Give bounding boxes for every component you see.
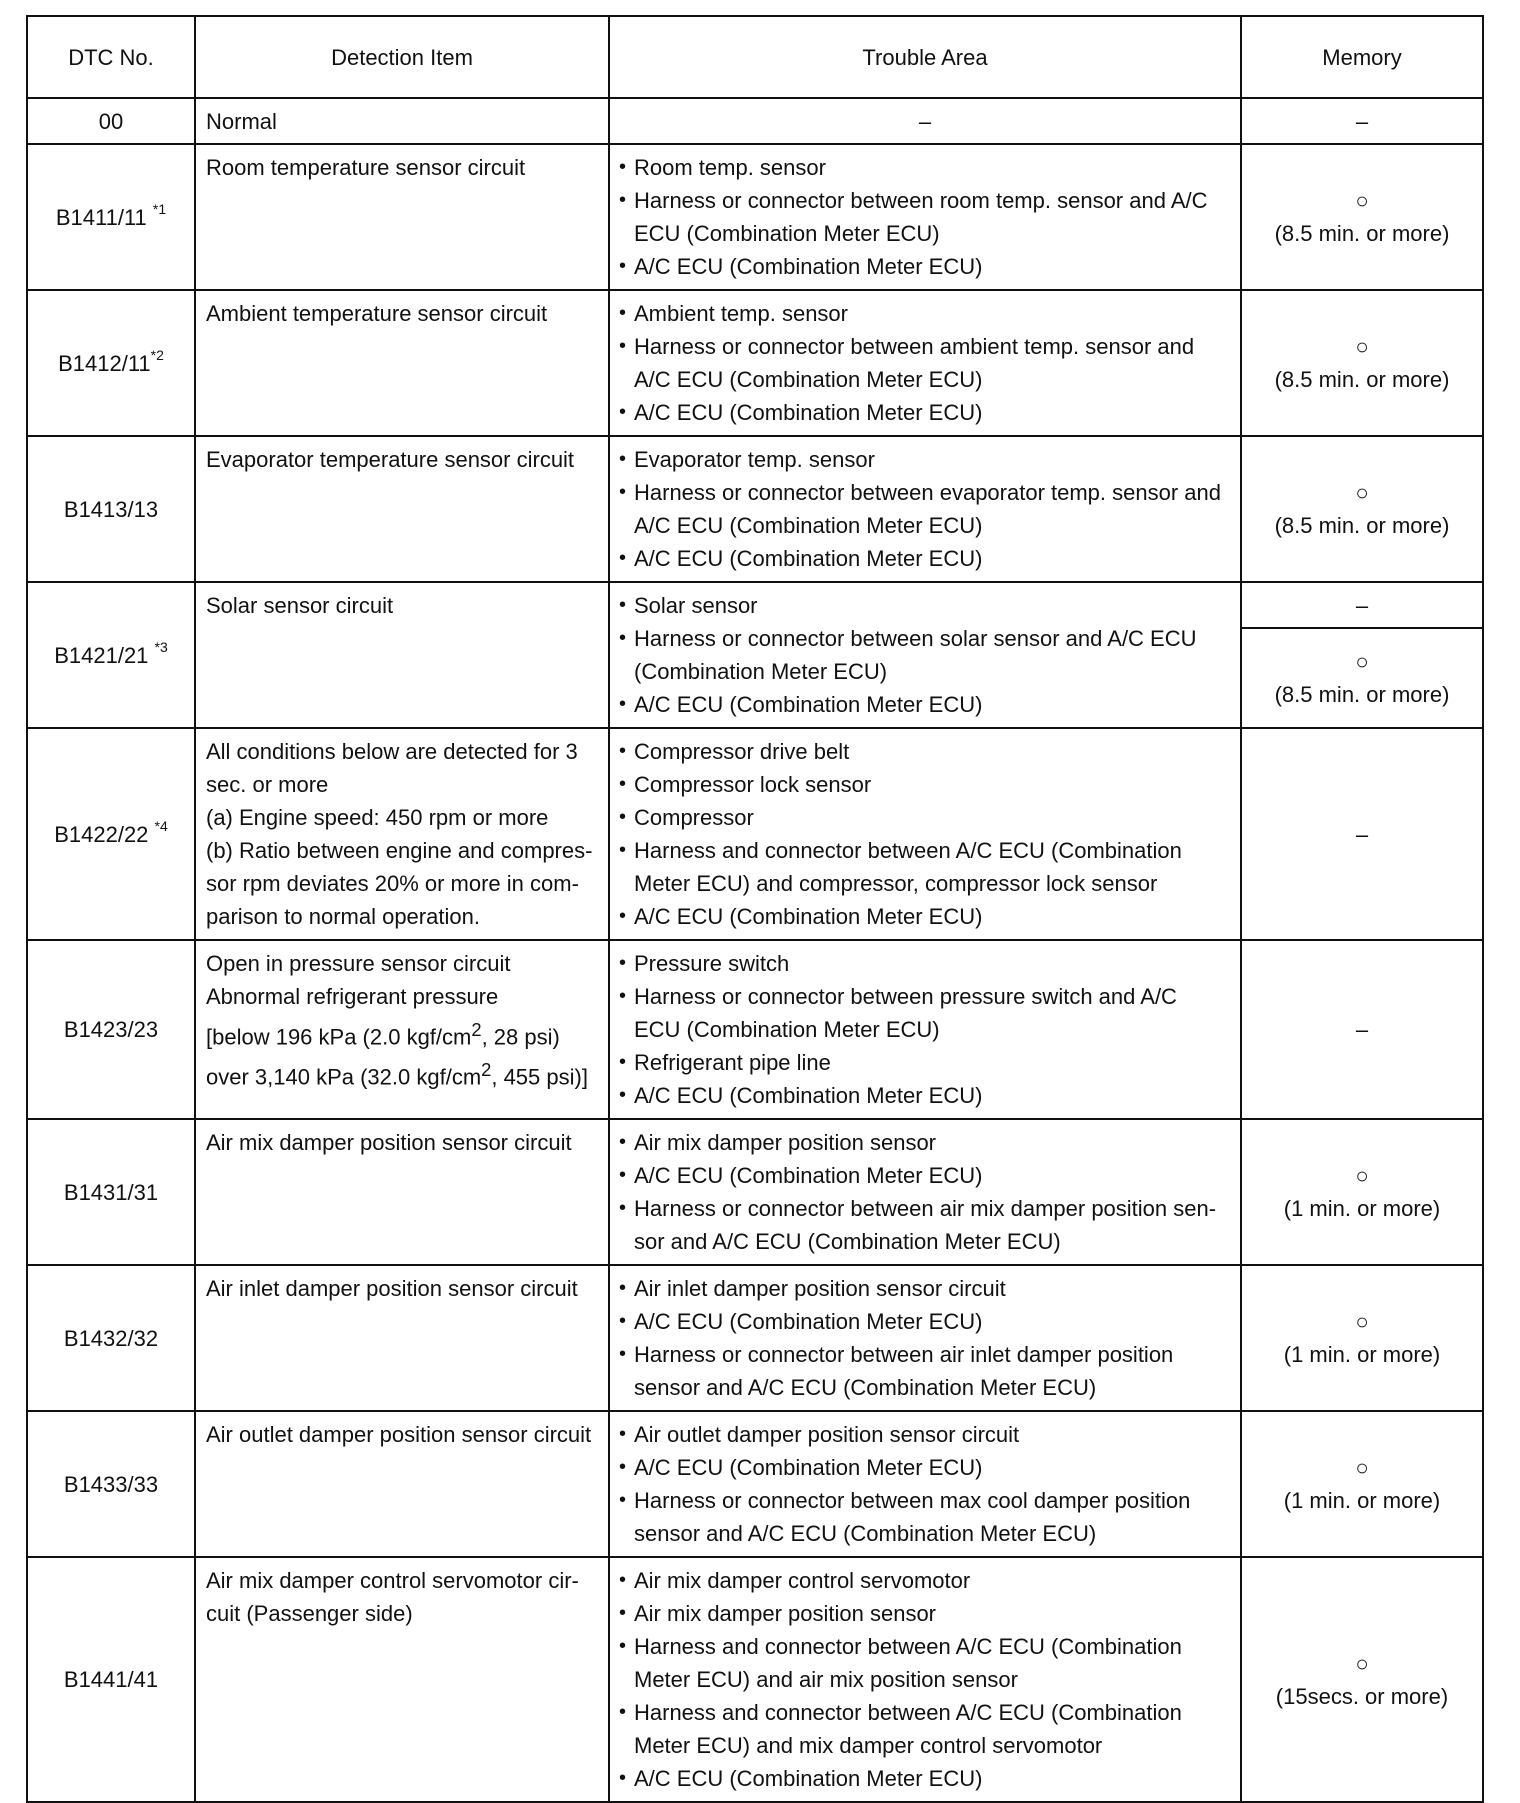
header-dtc-no: DTC No. [27, 16, 195, 98]
table-row [27, 1557, 1483, 1802]
trouble-line: Harness or connector between air inlet damper position [634, 1342, 1174, 1367]
dtc-code-cell [27, 436, 195, 582]
trouble-item [618, 1564, 1232, 1597]
superscript: 2 [481, 1059, 492, 1081]
memory-circle-icon: ○ [1355, 1309, 1369, 1334]
trouble-cell [609, 1119, 1241, 1265]
trouble-cell [609, 290, 1241, 436]
dtc-code: B1422/22 [54, 821, 149, 847]
trouble-line: Meter ECU) and air mix position sensor [634, 1667, 1018, 1692]
table-row [27, 98, 1483, 144]
dtc-code-cell [27, 144, 195, 290]
memory-circle-icon: ○ [1355, 480, 1369, 505]
trouble-line: Harness or connector between evaporator temp. sensor and [634, 480, 1221, 505]
trouble-line: Air outlet damper position sensor circuit [634, 1422, 1020, 1447]
memory-duration: (1 min. or more) [1283, 1196, 1441, 1221]
footnote-ref: *4 [154, 818, 168, 835]
trouble-item [618, 1597, 1232, 1630]
detection-cell [195, 1411, 609, 1557]
trouble-line: Pressure switch [634, 951, 790, 976]
trouble-line: Harness or connector between solar sensor and A/C ECU [634, 626, 1197, 651]
trouble-cell [609, 1557, 1241, 1802]
memory-circle-icon: ○ [1355, 1650, 1369, 1676]
dtc-code: B1441/41 [63, 1667, 159, 1692]
memory-circle-icon: ○ [1355, 188, 1369, 213]
dtc-code: B1411/11 [55, 204, 147, 230]
detection-cell [195, 1265, 609, 1411]
trouble-item [618, 589, 1232, 622]
trouble-line: Harness and connector between A/C ECU (Combination [634, 1634, 1182, 1659]
trouble-line: A/C ECU (Combination Meter ECU) [634, 1455, 983, 1480]
dtc-code: B1423/23 [63, 1017, 159, 1042]
trouble-line: A/C ECU (Combination Meter ECU) [634, 400, 983, 425]
detection-line: Evaporator temperature sensor circuit [206, 447, 575, 472]
detection-line: Normal [206, 108, 277, 134]
detection-line: Open in pressure sensor circuit [206, 951, 511, 976]
dtc-code-cell [27, 98, 195, 144]
header-memory: Memory [1241, 16, 1483, 98]
memory-circle-icon: ○ [1355, 334, 1369, 359]
memory-cell [1241, 628, 1483, 728]
detection-line: Solar sensor circuit [206, 593, 394, 618]
trouble-line: A/C ECU (Combination Meter ECU) [634, 1163, 983, 1188]
memory-cell [1241, 144, 1483, 290]
trouble-line: ECU (Combination Meter ECU) [634, 1017, 940, 1042]
trouble-line: sor and A/C ECU (Combination Meter ECU) [634, 1229, 1061, 1254]
detection-line: Air inlet damper position sensor circuit [206, 1276, 578, 1301]
trouble-line: Harness or connector between ambient temp. sensor and [634, 334, 1195, 359]
detection-fragment: over 3,140 kPa (32.0 kgf/cm [206, 1064, 482, 1090]
footnote-ref: *3 [154, 639, 168, 656]
dtc-table-sheet [26, 15, 1482, 1803]
trouble-line: Room temp. sensor [634, 155, 826, 180]
trouble-item [618, 688, 1232, 721]
trouble-cell [609, 98, 1241, 144]
memory-duration: (1 min. or more) [1283, 1488, 1441, 1513]
dtc-code-cell [27, 1411, 195, 1557]
trouble-line: Evaporator temp. sensor [634, 447, 875, 472]
detection-line: Room temperature sensor circuit [206, 155, 526, 180]
trouble-item [618, 768, 1232, 801]
trouble-line: sensor and A/C ECU (Combination Meter ECU) [634, 1375, 1097, 1400]
header-detection-item: Detection Item [195, 16, 609, 98]
trouble-item [618, 1338, 1232, 1404]
memory-cell-top [1241, 582, 1483, 628]
trouble-item [618, 622, 1232, 688]
dtc-code: B1431/31 [63, 1179, 159, 1205]
trouble-line: Harness or connector between air mix damper position sen- [634, 1196, 1217, 1221]
trouble-item [618, 1451, 1232, 1484]
trouble-item [618, 1484, 1232, 1550]
detection-line: (b) Ratio between engine and compres- [206, 838, 593, 863]
trouble-item [618, 834, 1232, 900]
detection-cell [195, 290, 609, 436]
detection-cell [195, 940, 609, 1119]
table-row [27, 940, 1483, 1119]
trouble-item [618, 801, 1232, 834]
dtc-code-cell [27, 940, 195, 1119]
dtc-code: B1433/33 [63, 1471, 159, 1497]
trouble-item [618, 1046, 1232, 1079]
superscript: 2 [471, 1019, 482, 1040]
trouble-line: Ambient temp. sensor [634, 301, 848, 326]
trouble-line: Meter ECU) and mix damper control servomotor [634, 1733, 1103, 1758]
dtc-code: B1421/21 [54, 642, 149, 668]
table-row [27, 1265, 1483, 1411]
memory-duration: (8.5 min. or more) [1274, 221, 1450, 246]
table-row [27, 582, 1483, 628]
table-row [27, 436, 1483, 582]
trouble-line: (Combination Meter ECU) [634, 659, 888, 684]
trouble-item [618, 443, 1232, 476]
trouble-line: Solar sensor [634, 593, 758, 618]
trouble-line: A/C ECU (Combination Meter ECU) [634, 1083, 983, 1108]
detection-cell [195, 728, 609, 940]
detection-cell [195, 144, 609, 290]
dtc-code: 00 [98, 108, 124, 134]
detection-line: (a) Engine speed: 450 rpm or more [206, 805, 549, 830]
dash-mark: – [1355, 821, 1369, 847]
table-row [27, 144, 1483, 290]
dtc-code-cell [27, 1557, 195, 1802]
memory-circle-icon: ○ [1355, 649, 1369, 674]
trouble-cell [609, 582, 1241, 728]
trouble-line: Harness or connector between pressure switch and A/C [634, 984, 1177, 1009]
dtc-table [26, 15, 1484, 1803]
dash-mark: – [918, 108, 932, 134]
dash-mark: – [1355, 1017, 1369, 1042]
trouble-line: Compressor [634, 805, 754, 830]
detection-line [206, 1053, 600, 1093]
trouble-item [618, 1305, 1232, 1338]
trouble-line: A/C ECU (Combination Meter ECU) [634, 367, 983, 392]
trouble-item [618, 1696, 1232, 1762]
memory-cell [1241, 98, 1483, 144]
trouble-item [618, 476, 1232, 542]
trouble-line: A/C ECU (Combination Meter ECU) [634, 904, 983, 929]
detection-cell [195, 582, 609, 728]
memory-cell [1241, 436, 1483, 582]
detection-line: parison to normal operation. [206, 904, 480, 929]
detection-line: Air outlet damper position sensor circuit [206, 1422, 592, 1447]
trouble-item [618, 330, 1232, 396]
detection-line: Air mix damper position sensor circuit [206, 1130, 572, 1155]
detection-cell [195, 436, 609, 582]
detection-cell [195, 1119, 609, 1265]
detection-cell [195, 98, 609, 144]
dash-mark: – [1355, 592, 1369, 618]
trouble-line: A/C ECU (Combination Meter ECU) [634, 1766, 983, 1791]
trouble-item [618, 1159, 1232, 1192]
trouble-item [618, 1126, 1232, 1159]
dtc-code-cell [27, 1265, 195, 1411]
detection-line: Abnormal refrigerant pressure [206, 984, 499, 1009]
trouble-item [618, 947, 1232, 980]
trouble-item [618, 1272, 1232, 1305]
trouble-item [618, 980, 1232, 1046]
detection-fragment: , 455 psi)] [491, 1064, 588, 1090]
trouble-line: Air mix damper position sensor [634, 1130, 937, 1155]
trouble-line: A/C ECU (Combination Meter ECU) [634, 546, 983, 571]
detection-line: sor rpm deviates 20% or more in com- [206, 871, 579, 896]
detection-line [206, 1013, 600, 1053]
memory-cell [1241, 728, 1483, 940]
detection-fragment: , 28 psi) [481, 1024, 560, 1050]
detection-fragment: [below 196 kPa (2.0 kgf/cm [206, 1024, 472, 1050]
trouble-line: Air mix damper position sensor [634, 1601, 937, 1626]
trouble-item [618, 1762, 1232, 1795]
detection-line: Ambient temperature sensor circuit [206, 301, 548, 326]
table-row [27, 1411, 1483, 1557]
trouble-item [618, 735, 1232, 768]
memory-circle-icon: ○ [1355, 1455, 1369, 1480]
dtc-code-cell [27, 582, 195, 728]
table-row [27, 290, 1483, 436]
trouble-line: Meter ECU) and compressor, compressor lock sensor [634, 871, 1158, 896]
trouble-item [618, 1630, 1232, 1696]
memory-cell [1241, 290, 1483, 436]
trouble-cell [609, 940, 1241, 1119]
trouble-item [618, 1079, 1232, 1112]
table-row [27, 728, 1483, 940]
table-row [27, 1119, 1483, 1265]
trouble-line: A/C ECU (Combination Meter ECU) [634, 513, 983, 538]
trouble-item [618, 297, 1232, 330]
trouble-line: Air mix damper control servomotor [634, 1568, 971, 1593]
trouble-line: Harness and connector between A/C ECU (Combination [634, 838, 1182, 863]
trouble-line: Compressor lock sensor [634, 772, 872, 797]
detection-line: Air mix damper control servomotor cir- [206, 1568, 579, 1593]
trouble-line: A/C ECU (Combination Meter ECU) [634, 254, 983, 279]
footnote-ref: *2 [150, 347, 164, 364]
memory-duration: (8.5 min. or more) [1274, 682, 1450, 707]
trouble-line: Refrigerant pipe line [634, 1050, 831, 1075]
dtc-code-cell [27, 290, 195, 436]
trouble-item [618, 250, 1232, 283]
trouble-item [618, 396, 1232, 429]
dtc-code-cell [27, 1119, 195, 1265]
trouble-cell [609, 436, 1241, 582]
detection-cell [195, 1557, 609, 1802]
trouble-line: A/C ECU (Combination Meter ECU) [634, 1309, 983, 1334]
detection-line: sec. or more [206, 772, 329, 797]
trouble-item [618, 542, 1232, 575]
trouble-line: ECU (Combination Meter ECU) [634, 221, 940, 246]
trouble-line: A/C ECU (Combination Meter ECU) [634, 692, 983, 717]
memory-circle-icon: ○ [1355, 1163, 1369, 1188]
dtc-code: B1412/11 [58, 350, 151, 376]
trouble-item [618, 151, 1232, 184]
memory-duration: (15secs. or more) [1275, 1683, 1449, 1709]
trouble-item [618, 900, 1232, 933]
detection-line: All conditions below are detected for 3 [206, 739, 578, 764]
trouble-item [618, 1192, 1232, 1258]
memory-cell [1241, 1557, 1483, 1802]
memory-cell [1241, 940, 1483, 1119]
memory-duration: (8.5 min. or more) [1274, 513, 1450, 538]
trouble-line: Harness or connector between max cool damper position [634, 1488, 1191, 1513]
dtc-code: B1413/13 [63, 496, 159, 522]
memory-cell [1241, 1119, 1483, 1265]
detection-line: cuit (Passenger side) [206, 1601, 413, 1626]
trouble-cell [609, 1411, 1241, 1557]
trouble-line: sensor and A/C ECU (Combination Meter ECU) [634, 1521, 1097, 1546]
memory-duration: (1 min. or more) [1283, 1342, 1441, 1367]
footnote-ref: *1 [152, 201, 167, 218]
table-header-row [27, 16, 1483, 98]
dtc-code-cell [27, 728, 195, 940]
trouble-line: Harness or connector between room temp. sensor and A/C [634, 188, 1208, 213]
memory-cell [1241, 1265, 1483, 1411]
dash-mark: – [1355, 108, 1369, 134]
trouble-item [618, 184, 1232, 250]
trouble-cell [609, 144, 1241, 290]
dtc-code: B1432/32 [63, 1325, 159, 1351]
trouble-line: Harness and connector between A/C ECU (Combination [634, 1700, 1182, 1725]
memory-duration: (8.5 min. or more) [1274, 367, 1450, 392]
header-trouble-area: Trouble Area [609, 16, 1241, 98]
trouble-line: Compressor drive belt [634, 739, 850, 764]
trouble-cell [609, 1265, 1241, 1411]
trouble-cell [609, 728, 1241, 940]
trouble-line: Air inlet damper position sensor circuit [634, 1276, 1006, 1301]
memory-cell [1241, 1411, 1483, 1557]
trouble-item [618, 1418, 1232, 1451]
